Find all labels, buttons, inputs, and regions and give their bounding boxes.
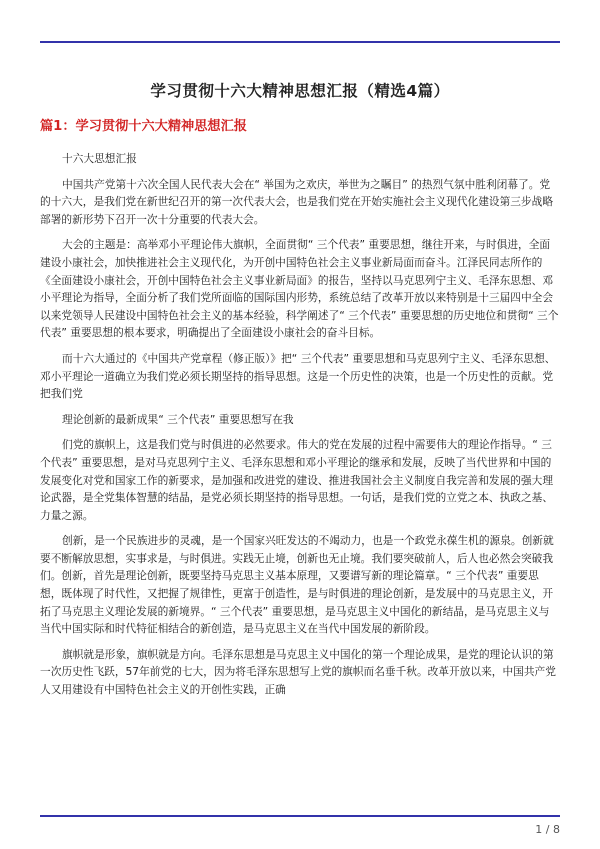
paragraph: 旗帜就是形象，旗帜就是方向。毛泽东思想是马克思主义中国化的第一个理论成果，是党的理论认识的第一次历史性飞跃，57年前党的七大，因为将毛泽东思想写上党的旗帜而名垂千秋。改革开放以来，中国共产党人又用建设有中国特色社会主义的开创性实践，正确 [40,647,556,697]
page-number: 1 / 8 [535,823,560,836]
paragraph: 中国共产党第十六次全国人民代表大会在“ 举国为之欢庆，举世为之瞩目” 的热烈气氛中胜利闭幕了。党的十六大，是我们党在新世纪召开的第一次代表大会，也是我们党在开始实施社会主义现代化建设第三步战略部署的新形势下召开一次十分重要的代表大会。 [40,177,554,226]
document-body [40,150,560,707]
paragraph: 理论创新的最新成果“ 三个代表” 重要思想写在我 [62,412,294,426]
paragraph: 十六大思想汇报 [62,152,137,165]
paragraph: 而十六大通过的《中国共产党章程（修正版）》把“ 三个代表” 重要思想和马克思列宁主义、毛泽东思想、邓小平理论一道确立为我们党必须长期坚持的指导思想。这是一个历史性的决策，也是一个历史性的贡献。党把我们党 [40,351,556,401]
document-title: 学习贯彻十六大精神思想汇报（精选4篇） [150,82,450,100]
paragraph: 创新，是一个民族进步的灵魂，是一个国家兴旺发达的不竭动力，也是一个政党永葆生机的源泉。创新就要不断解放思想，实事求是，与时俱进。实践无止境，创新也无止境。我们要突破前人，后人也必然会突破我们。创新，首先是理论创新，既要坚持马克思主义基本原理，又要谱写新的理论篇章。“ 三个代表” 重要思想，既体现了时代性，又把握了规律性，更富于创造性，是与时俱进的理论创新，是发展中的马克思主义，开拓了马克思主义理论发展的新境界。“ 三个代表” 重要思想，是马克思主义中国化的新结晶，是马克思主义与当代中国实际和时代特征相结合的新创造，是马克思主义在当代中国发展的新阶段。 [40,534,554,636]
paragraph: 们党的旗帜上，这是我们党与时俱进的必然要求。伟大的党在发展的过程中需要伟大的理论作指导。“ 三个代表” 重要思想，是对马克思列宁主义、毛泽东思想和邓小平理论的继承和发展，反映了当代世界和中国的发展变化对党和国家工作的新要求，是加强和改进党的建设、推进我国社会主义制度自我完善和发展的强大理论武器，是全党集体智慧的结晶，是党必须长期坚持的指导思想。一句话，是我们党的立党之本、执政之基、力量之源。 [40,438,554,522]
section-title: 篇1：学习贯彻十六大精神思想汇报 [40,119,247,134]
paragraph: 大会的主题是：高举邓小平理论伟大旗帜，全面贯彻“ 三个代表” 重要思想，继往开来，与时俱进，全面建设小康社会，加快推进社会主义现代化，为开创中国特色社会主义事业新局面而奋斗。江泽民同志所作的《全面建设小康社会，开创中国特色社会主义事业新局面》的报告，坚持以马克思列宁主义、毛泽东思想、邓小平理论为指导，全面分析了我们党所面临的国际国内形势，系统总结了改革开放以来特别是十三届四中全会以来党领导人民建设中国特色社会主义的基本经验，科学阐述了“ 三个代表” 重要思想的历史地位和贯彻“ 三个代表” 重要思想的根本要求，明确提出了全面建设小康社会的奋斗目标。 [40,238,559,340]
header-rule [40,41,560,43]
footer-rule [40,815,560,817]
